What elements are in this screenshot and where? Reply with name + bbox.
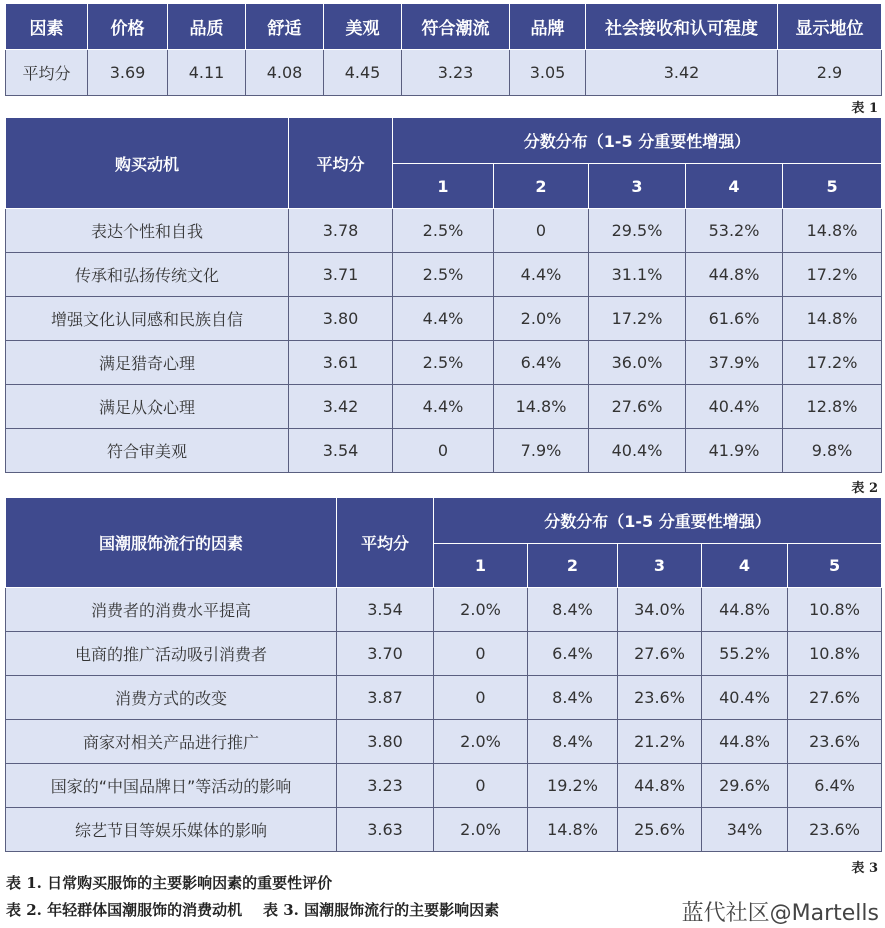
row-label: 商家对相关产品进行推广 xyxy=(6,720,337,764)
table-cell: 17.2% xyxy=(783,253,882,297)
table-row xyxy=(6,588,882,632)
table-3-header-row xyxy=(6,498,882,544)
table-cell: 41.9% xyxy=(686,429,783,473)
table-2-body xyxy=(6,209,882,473)
table-cell: 27.6% xyxy=(788,676,882,720)
table-cell: 2.0% xyxy=(434,588,528,632)
table-row xyxy=(6,429,882,473)
table-1-header-row xyxy=(6,4,882,50)
table-2-score-header: 4 xyxy=(686,164,783,209)
table-cell: 4.4% xyxy=(494,253,589,297)
table-cell: 14.8% xyxy=(783,209,882,253)
table-3-label: 表 3 xyxy=(851,861,878,876)
table-cell: 2.5% xyxy=(393,253,494,297)
table-2-score-header: 2 xyxy=(494,164,589,209)
table-2-header-distribution: 分数分布（1-5 分重要性增强） xyxy=(393,118,882,164)
table-cell: 4.4% xyxy=(393,385,494,429)
row-label: 消费方式的改变 xyxy=(6,676,337,720)
row-label: 符合审美观 xyxy=(6,429,289,473)
table-cell: 3.42 xyxy=(289,385,393,429)
table-row xyxy=(6,385,882,429)
table-cell: 40.4% xyxy=(589,429,686,473)
table-cell: 6.4% xyxy=(494,341,589,385)
table-2-purchase-motives xyxy=(5,117,882,473)
table-1-header: 美观 xyxy=(324,4,402,50)
table-2-label: 表 2 xyxy=(851,481,878,496)
table-row xyxy=(6,253,882,297)
table-cell: 4.45 xyxy=(324,50,402,96)
table-cell: 14.8% xyxy=(528,808,618,852)
table-cell: 0 xyxy=(393,429,494,473)
row-label: 满足从众心理 xyxy=(6,385,289,429)
table-cell: 23.6% xyxy=(788,808,882,852)
row-label: 电商的推广活动吸引消费者 xyxy=(6,632,337,676)
table-1-header: 品牌 xyxy=(510,4,586,50)
table-cell: 0 xyxy=(494,209,589,253)
table-cell: 3.42 xyxy=(586,50,778,96)
table-cell: 44.8% xyxy=(618,764,702,808)
table-cell: 10.8% xyxy=(788,588,882,632)
table-cell: 53.2% xyxy=(686,209,783,253)
table-1-factor-ratings xyxy=(5,3,882,96)
table-cell: 21.2% xyxy=(618,720,702,764)
table-cell: 40.4% xyxy=(686,385,783,429)
table-cell: 34.0% xyxy=(618,588,702,632)
table-cell: 23.6% xyxy=(618,676,702,720)
row-label: 满足猎奇心理 xyxy=(6,341,289,385)
table-cell: 23.6% xyxy=(788,720,882,764)
table-3-score-header: 3 xyxy=(618,544,702,588)
row-label: 国家的“中国品牌日”等活动的影响 xyxy=(6,764,337,808)
row-label: 综艺节目等娱乐媒体的影响 xyxy=(6,808,337,852)
table-1-header: 因素 xyxy=(6,4,88,50)
row-label: 增强文化认同感和民族自信 xyxy=(6,297,289,341)
table-cell: 3.23 xyxy=(337,764,434,808)
table-1-label: 表 1 xyxy=(851,101,878,116)
table-cell: 3.71 xyxy=(289,253,393,297)
table-cell: 2.5% xyxy=(393,341,494,385)
table-2-score-header: 3 xyxy=(589,164,686,209)
table-2-header-row xyxy=(6,118,882,164)
table-3-header-average: 平均分 xyxy=(337,498,434,588)
table-cell: 0 xyxy=(434,764,528,808)
table-cell: 14.8% xyxy=(494,385,589,429)
row-label: 表达个性和自我 xyxy=(6,209,289,253)
table-row xyxy=(6,676,882,720)
table-1-header: 符合潮流 xyxy=(402,4,510,50)
table-cell: 2.9 xyxy=(778,50,882,96)
table-cell: 17.2% xyxy=(783,341,882,385)
table-cell: 44.8% xyxy=(702,588,788,632)
table-row xyxy=(6,341,882,385)
table-cell: 4.11 xyxy=(168,50,246,96)
table-cell: 27.6% xyxy=(589,385,686,429)
table-cell: 8.4% xyxy=(528,720,618,764)
table-row xyxy=(6,209,882,253)
table-3-score-header: 1 xyxy=(434,544,528,588)
table-cell: 3.87 xyxy=(337,676,434,720)
table-cell: 4.08 xyxy=(246,50,324,96)
watermark: 蓝代社区@Martells xyxy=(681,901,879,926)
table-cell: 3.23 xyxy=(402,50,510,96)
table-cell: 29.6% xyxy=(702,764,788,808)
table-cell: 44.8% xyxy=(702,720,788,764)
table-cell: 3.54 xyxy=(337,588,434,632)
table-1-header: 社会接收和认可程度 xyxy=(586,4,778,50)
table-cell: 3.80 xyxy=(337,720,434,764)
table-cell: 34% xyxy=(702,808,788,852)
table-2-header-average: 平均分 xyxy=(289,118,393,209)
table-cell: 27.6% xyxy=(618,632,702,676)
table-cell: 6.4% xyxy=(788,764,882,808)
table-cell: 3.61 xyxy=(289,341,393,385)
table-2-score-header: 5 xyxy=(783,164,882,209)
table-row xyxy=(6,50,882,96)
table-cell: 17.2% xyxy=(589,297,686,341)
table-cell: 8.4% xyxy=(528,676,618,720)
table-cell: 7.9% xyxy=(494,429,589,473)
table-cell: 25.6% xyxy=(618,808,702,852)
table-cell: 3.70 xyxy=(337,632,434,676)
table-cell: 0 xyxy=(434,676,528,720)
table-row xyxy=(6,764,882,808)
table-cell: 29.5% xyxy=(589,209,686,253)
table-3-body xyxy=(6,588,882,852)
table-row xyxy=(6,808,882,852)
table-2-header-motive: 购买动机 xyxy=(6,118,289,209)
table-cell: 31.1% xyxy=(589,253,686,297)
table-cell: 4.4% xyxy=(393,297,494,341)
table-3-popularity-factors xyxy=(5,497,882,852)
table-1-header: 品质 xyxy=(168,4,246,50)
table-cell: 37.9% xyxy=(686,341,783,385)
caption-line-2: 表 2. 年轻群体国潮服饰的消费动机 表 3. 国潮服饰流行的主要影响因素 xyxy=(6,901,500,919)
table-cell: 3.78 xyxy=(289,209,393,253)
table-1-header: 显示地位 xyxy=(778,4,882,50)
table-cell: 3.69 xyxy=(88,50,168,96)
table-3-score-header: 5 xyxy=(788,544,882,588)
table-cell: 55.2% xyxy=(702,632,788,676)
table-cell: 10.8% xyxy=(788,632,882,676)
table-row xyxy=(6,720,882,764)
table-cell: 14.8% xyxy=(783,297,882,341)
row-label: 消费者的消费水平提高 xyxy=(6,588,337,632)
table-cell: 3.63 xyxy=(337,808,434,852)
table-cell: 2.0% xyxy=(494,297,589,341)
caption-line-1: 表 1. 日常购买服饰的主要影响因素的重要性评价 xyxy=(6,874,333,892)
table-3-score-header: 2 xyxy=(528,544,618,588)
table-cell: 40.4% xyxy=(702,676,788,720)
table-cell: 12.8% xyxy=(783,385,882,429)
table-3-header-distribution: 分数分布（1-5 分重要性增强） xyxy=(434,498,882,544)
table-cell: 8.4% xyxy=(528,588,618,632)
table-2-score-header: 1 xyxy=(393,164,494,209)
table-3-header-factor: 国潮服饰流行的因素 xyxy=(6,498,337,588)
table-row xyxy=(6,297,882,341)
table-cell: 3.05 xyxy=(510,50,586,96)
table-cell: 61.6% xyxy=(686,297,783,341)
table-cell: 平均分 xyxy=(6,50,88,96)
table-cell: 36.0% xyxy=(589,341,686,385)
table-cell: 19.2% xyxy=(528,764,618,808)
table-cell: 6.4% xyxy=(528,632,618,676)
table-cell: 0 xyxy=(434,632,528,676)
table-cell: 2.0% xyxy=(434,808,528,852)
table-cell: 2.0% xyxy=(434,720,528,764)
table-cell: 3.80 xyxy=(289,297,393,341)
table-cell: 2.5% xyxy=(393,209,494,253)
table-cell: 9.8% xyxy=(783,429,882,473)
row-label: 传承和弘扬传统文化 xyxy=(6,253,289,297)
table-row xyxy=(6,632,882,676)
table-1-header: 舒适 xyxy=(246,4,324,50)
table-3-score-header: 4 xyxy=(702,544,788,588)
table-cell: 44.8% xyxy=(686,253,783,297)
table-cell: 3.54 xyxy=(289,429,393,473)
table-1-header: 价格 xyxy=(88,4,168,50)
